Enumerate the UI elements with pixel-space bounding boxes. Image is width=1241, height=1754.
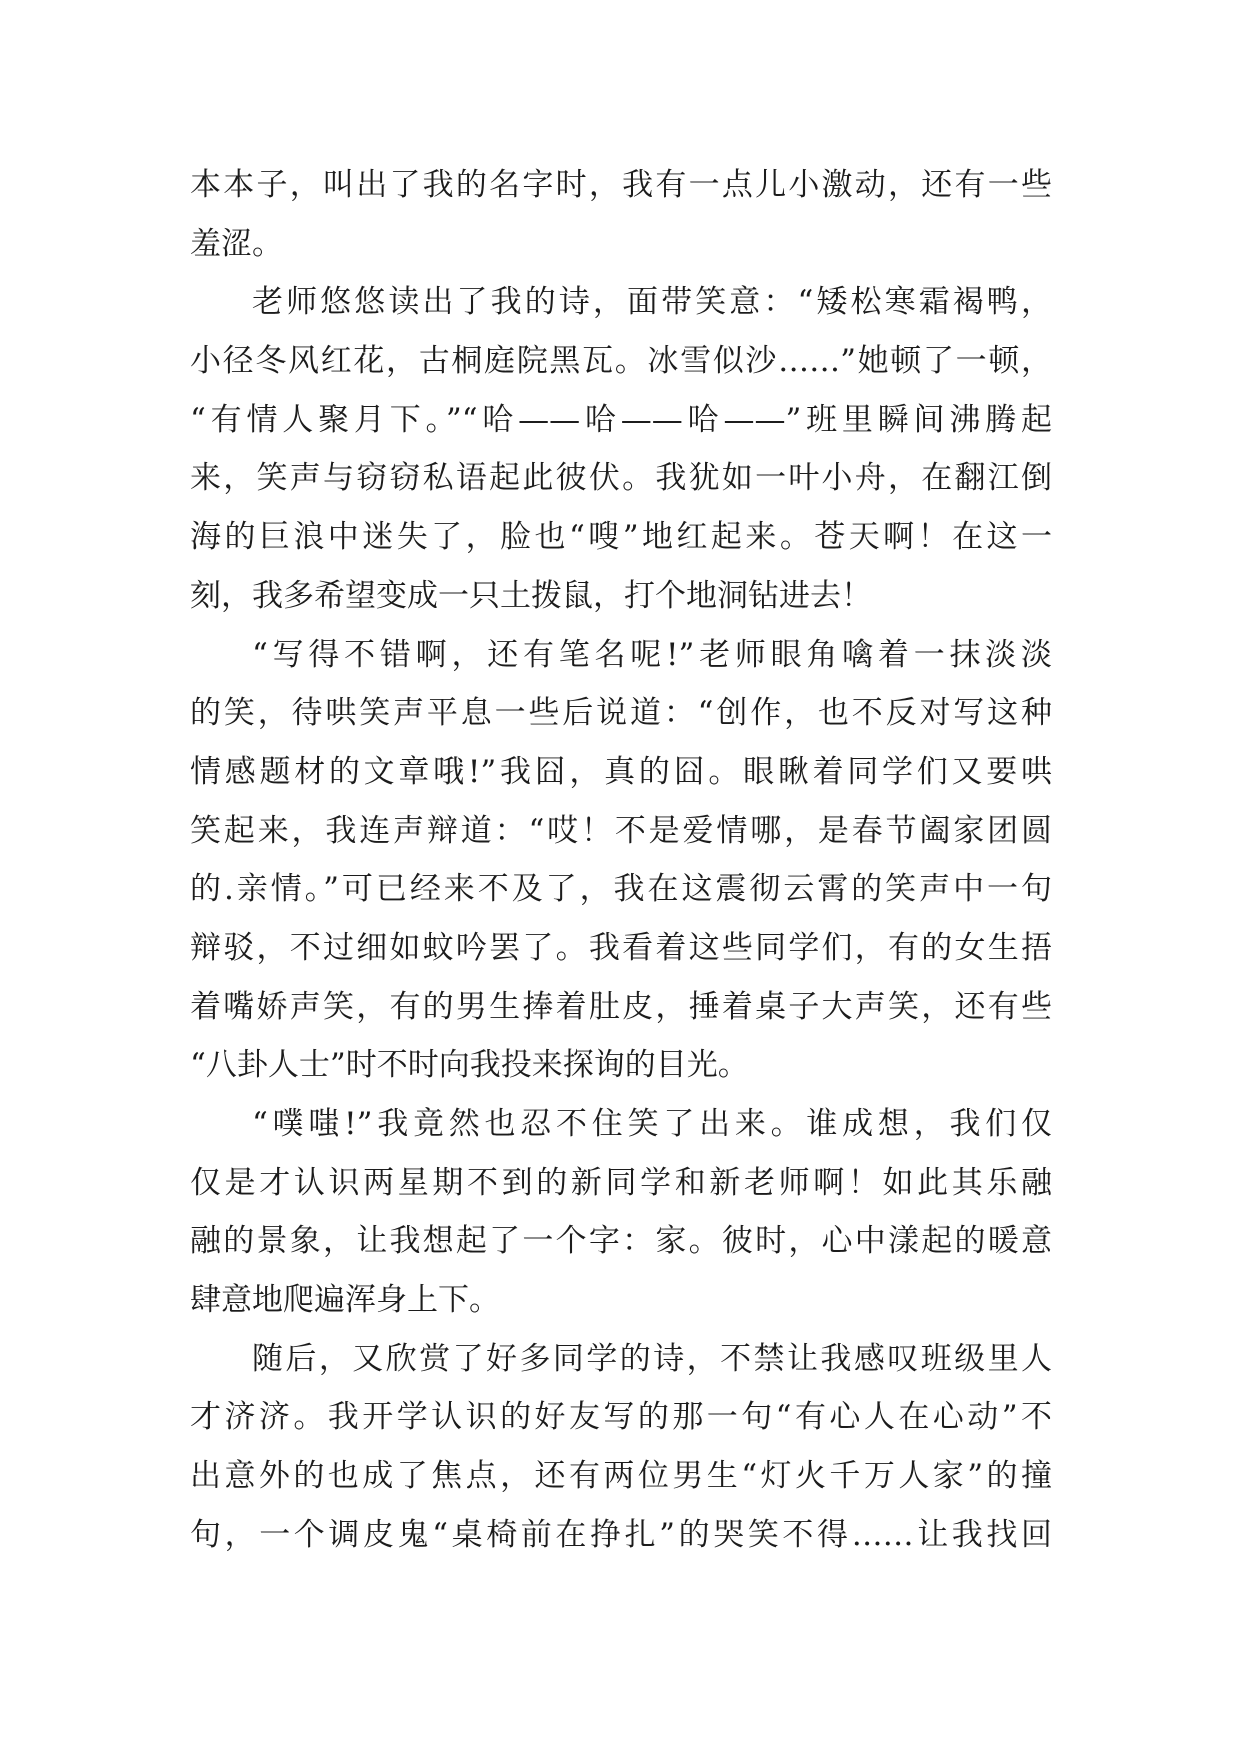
- text-line: 本本子，叫出了我的名字时，我有一点儿小激动，还有一些: [190, 167, 1052, 203]
- text-line: 随后，又欣赏了好多同学的诗，不禁让我感叹班级里人: [252, 1340, 1052, 1377]
- text-line: 小径冬风红花，古桐庭院黑瓦。冰雪似沙……”她顿了一顿，: [190, 343, 1052, 380]
- paragraph-1: [190, 156, 1052, 273]
- text-line: 的.亲情。”可已经来不及了，我在这震彻云霄的笑声中一句: [190, 871, 1052, 908]
- paragraph-5: [190, 1330, 1052, 1565]
- text-line: “噗嗤!”我竟然也忍不住笑了出来。谁成想，我们仅: [252, 1106, 1052, 1142]
- text-line: 老师悠悠读出了我的诗，面带笑意：“矮松寒霜褐鸭，: [252, 284, 1052, 321]
- paragraph-3: [190, 626, 1052, 1096]
- text-line: 海的巨浪中迷失了，脸也“嗖”地红起来。苍天啊！在这一: [190, 519, 1052, 556]
- text-line: 句，一个调皮鬼“桌椅前在挣扎”的哭笑不得……让我找回: [190, 1516, 1052, 1553]
- text-line: “有情人聚月下。”“哈——哈——哈——”班里瞬间沸腾起: [190, 401, 1052, 438]
- text-line: 仅是才认识两星期不到的新同学和新老师啊！如此其乐融: [190, 1164, 1052, 1201]
- text-line: “八卦人士”时不时向我投来探询的目光。: [190, 1047, 749, 1084]
- text-line: 来，笑声与窃窃私语起此彼伏。我犹如一叶小舟，在翻江倒: [190, 460, 1052, 497]
- text-line: 才济济。我开学认识的好友写的那一句“有心人在心动”不: [190, 1399, 1052, 1436]
- text-line: 刻，我多希望变成一只土拨鼠，打个地洞钻进去！: [190, 577, 872, 614]
- text-line: 着嘴娇声笑，有的男生捧着肚皮，捶着桌子大声笑，还有些: [190, 988, 1052, 1025]
- text-line: 出意外的也成了焦点，还有两位男生“灯火千万人家”的撞: [190, 1458, 1052, 1495]
- paragraph-4: [190, 1095, 1052, 1330]
- text-line: 辩驳，不过细如蚊吟罢了。我看着这些同学们，有的女生捂: [190, 929, 1052, 966]
- text-line: 羞涩。: [190, 225, 283, 262]
- text-line: 的笑，待哄笑声平息一些后说道：“创作，也不反对写这种: [190, 695, 1052, 732]
- document-body: [190, 156, 1052, 1565]
- text-line: 肆意地爬遍浑身上下。: [190, 1282, 500, 1319]
- paragraph-2: [190, 273, 1052, 625]
- text-line: “写得不错啊，还有笔名呢!”老师眼角噙着一抹淡淡: [252, 636, 1052, 673]
- text-line: 情感题材的文章哦!”我囧，真的囧。眼瞅着同学们又要哄: [190, 753, 1052, 790]
- text-line: 融的景象，让我想起了一个字：家。彼时，心中漾起的暖意: [190, 1223, 1052, 1260]
- text-line: 笑起来，我连声辩道：“哎！不是爱情哪，是春节阖家团圆: [190, 812, 1052, 849]
